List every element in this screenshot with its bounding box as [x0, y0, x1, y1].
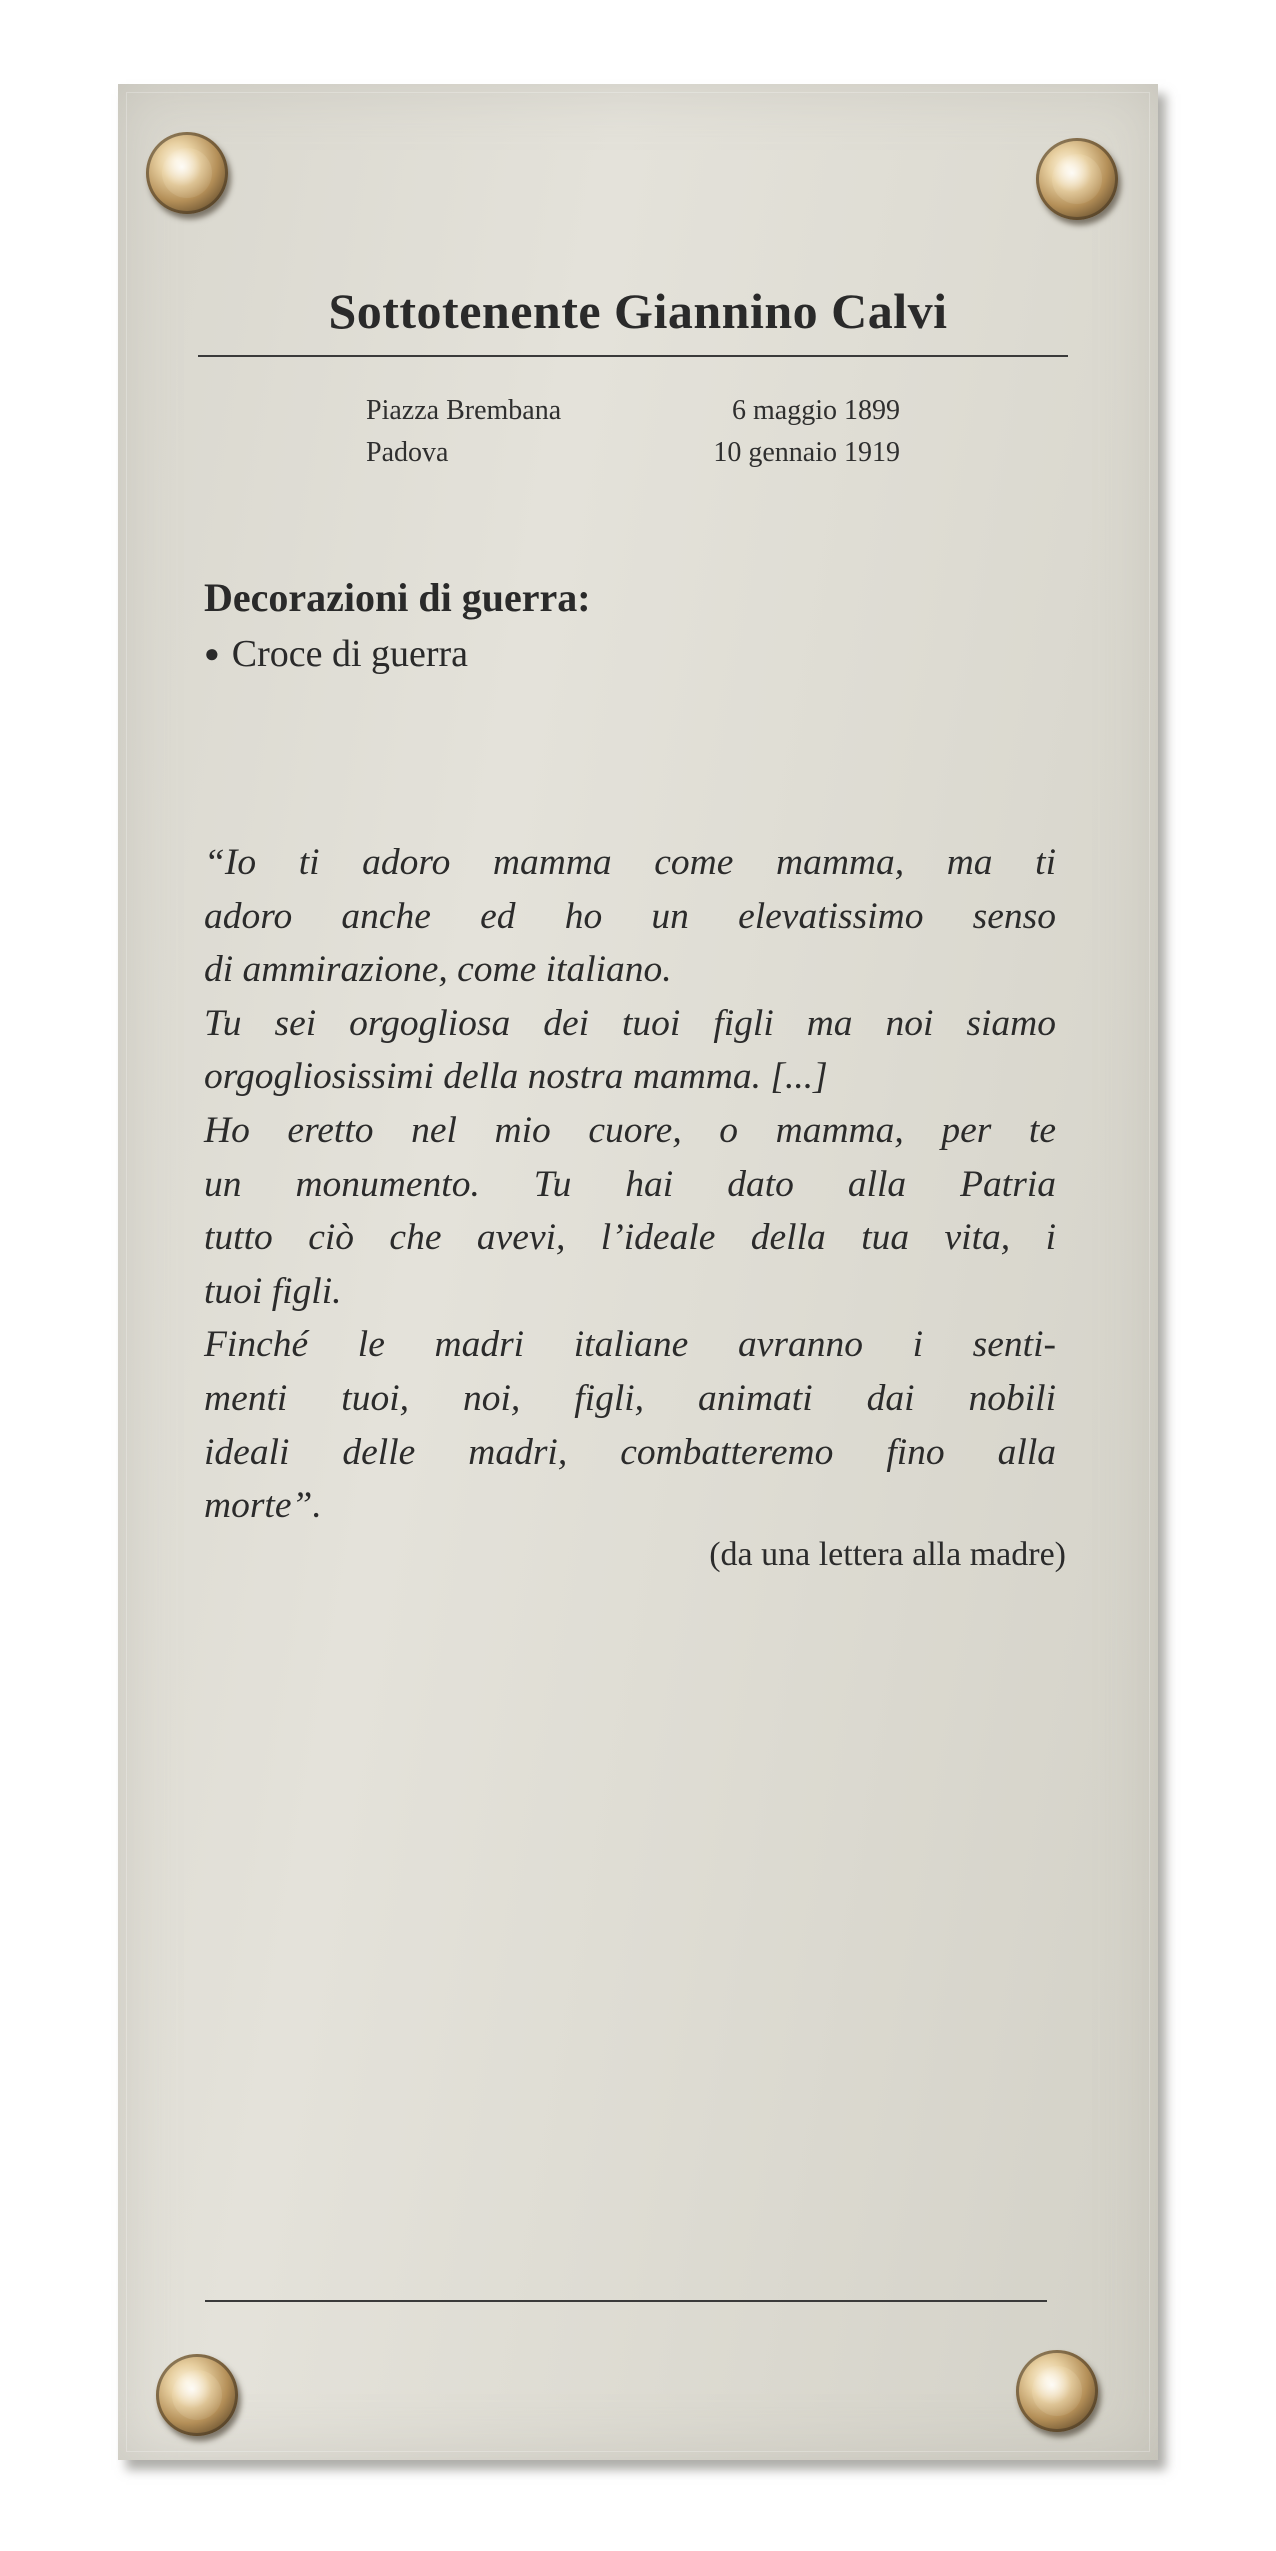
bottom-divider	[205, 2300, 1047, 2302]
quote-line: Tu sei orgogliosa dei tuoi figli ma noi siamo	[204, 1002, 1056, 1044]
quote-line: di ammirazione, come italiano.	[204, 949, 672, 991]
quote-line: orgogliosissimi della nostra mamma. [...]	[204, 1056, 828, 1098]
quote-source: (da una lettera alla madre)	[709, 1536, 1066, 1573]
title-divider	[198, 355, 1068, 357]
quote-line: morte”.	[204, 1485, 322, 1527]
quote-line: tutto ciò che avevi, l’ideale della tua vita, i	[204, 1217, 1056, 1259]
quote-line: adoro anche ed ho un elevatissimo senso	[204, 895, 1056, 937]
bio-places	[366, 390, 561, 474]
bio-dates	[660, 390, 900, 474]
death-place: Padova	[366, 437, 449, 468]
quote-line: tuoi figli.	[204, 1270, 342, 1312]
screw-top-right-icon	[1036, 138, 1118, 220]
quote-text	[204, 836, 1056, 1533]
screw-bottom-left-icon	[156, 2354, 238, 2436]
quote-line: Finché le madri italiane avranno i senti-	[204, 1324, 1056, 1366]
quote-line: “Io ti adoro mamma come mamma, ma ti	[204, 842, 1056, 883]
screw-top-left-icon	[146, 132, 228, 214]
quote-line: Ho eretto nel mio cuore, o mamma, per te	[204, 1109, 1056, 1151]
death-date: 10 gennaio 1919	[713, 437, 900, 468]
birth-date: 6 maggio 1899	[732, 395, 900, 426]
plaque-title: Sottotenente Giannino Calvi	[328, 283, 948, 339]
birth-place: Piazza Brembana	[366, 395, 562, 426]
screw-bottom-right-icon	[1016, 2350, 1098, 2432]
quote-line: menti tuoi, noi, figli, animati dai nobili	[204, 1377, 1056, 1419]
quote-line: ideali delle madri, combatteremo fino alla	[204, 1431, 1056, 1473]
quote-line: un monumento. Tu hai dato alla Patria	[204, 1163, 1056, 1205]
decoration-item: ● Croce di guerra	[204, 632, 468, 676]
decorations-heading: Decorazioni di guerra:	[204, 575, 591, 620]
decorations-list	[204, 632, 468, 676]
